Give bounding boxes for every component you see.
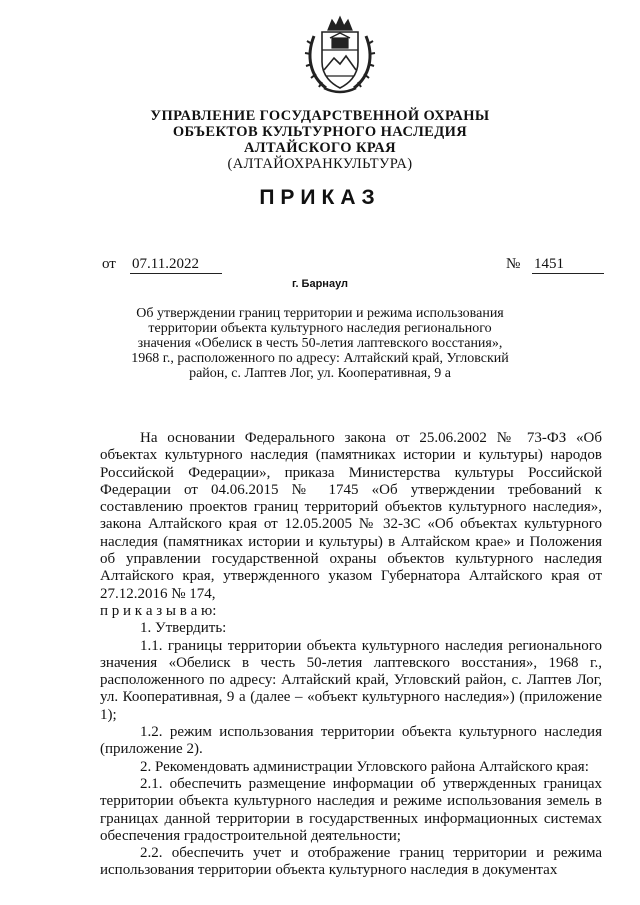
- date-value: 07.11.2022: [130, 256, 222, 274]
- authority-short-name: (АЛТАЙОХРАНКУЛЬТУРА): [227, 156, 413, 172]
- clause-2-1: 2.1. обеспечить размещение информации об утвержденных границах территории объекта культурного наследия и режиме использования земель в границах данной территории в государственных информационных системах обеспечения градостроительной деятельности;: [100, 775, 602, 844]
- order-directive: п р и к а з ы в а ю:: [100, 602, 217, 619]
- subject-line-5: район, с. Лаптев Лог, ул. Кооперативная, 9 а: [189, 366, 451, 381]
- subject-line-1: Об утверждении границ территории и режима использования: [136, 306, 504, 321]
- clause-1: 1. Утвердить:: [140, 620, 227, 637]
- city-name: г. Барнаул: [291, 278, 349, 290]
- authority-line-2: ОБЪЕКТОВ КУЛЬТУРНОГО НАСЛЕДИЯ: [172, 124, 468, 140]
- number-value: 1451: [532, 256, 604, 274]
- issuing-authority-header: [0, 108, 640, 172]
- altai-krai-coat-of-arms-emblem: [302, 14, 378, 96]
- clause-2-2: 2.2. обеспечить учет и отображение границ территории и режима использования территории объекта культурного наследия в документах: [100, 845, 602, 879]
- document-meta-row: [102, 256, 602, 276]
- order-body: [100, 430, 602, 880]
- authority-line-3: АЛТАЙСКОГО КРАЯ: [243, 140, 397, 156]
- document-title: ПРИКАЗ: [259, 186, 381, 209]
- preamble-paragraph: На основании Федерального закона от 25.06.2002 № 73-ФЗ «Об объектах культурного наследия (памятниках истории и культуры) народов Российской Федерации», приказа Министерства культуры Российской Федерации от 04.06.2015 № 1745 «Об утверждении требований к составлению проектов границ территорий объектов культурного наследия», закона Алтайского края от 12.05.2005 № 32-ЗС «Об объектах культурного наследия (памятниках истории и культуры) в Алтайском крае» и Положения об управлении государственной охраны объектов культурного наследия Алтайского края, утвержденного указом Губернатора Алтайского края от 27.12.2016 № 174,: [100, 430, 602, 602]
- clause-1-2: 1.2. режим использования территории объекта культурного наследия (приложение 2).: [100, 724, 602, 758]
- number-label: №: [506, 256, 521, 272]
- subject-line-3: значения «Обелиск в честь 50-летия лаптевского восстания»,: [137, 336, 503, 351]
- clause-1-1: 1.1. границы территории объекта культурного наследия регионального значения «Обелиск в честь 50-летия лаптевского восстания», 1968 г., расположенного по адресу: Алтайский край, Угловский район, с. Лаптев Лог, ул. Кооперативная, 9 а (далее – «объект культурного наследия») (приложение 1);: [100, 637, 602, 723]
- subject-line-2: территории объекта культурного наследия регионального: [148, 321, 492, 336]
- authority-line-1: УПРАВЛЕНИЕ ГОСУДАРСТВЕННОЙ ОХРАНЫ: [150, 108, 490, 124]
- clause-2: 2. Рекомендовать администрации Угловского района Алтайского края:: [140, 758, 589, 775]
- subject-line-4: 1968 г., расположенного по адресу: Алтайский край, Угловский: [131, 351, 509, 366]
- order-subject: [120, 306, 520, 381]
- date-label: от: [102, 256, 116, 272]
